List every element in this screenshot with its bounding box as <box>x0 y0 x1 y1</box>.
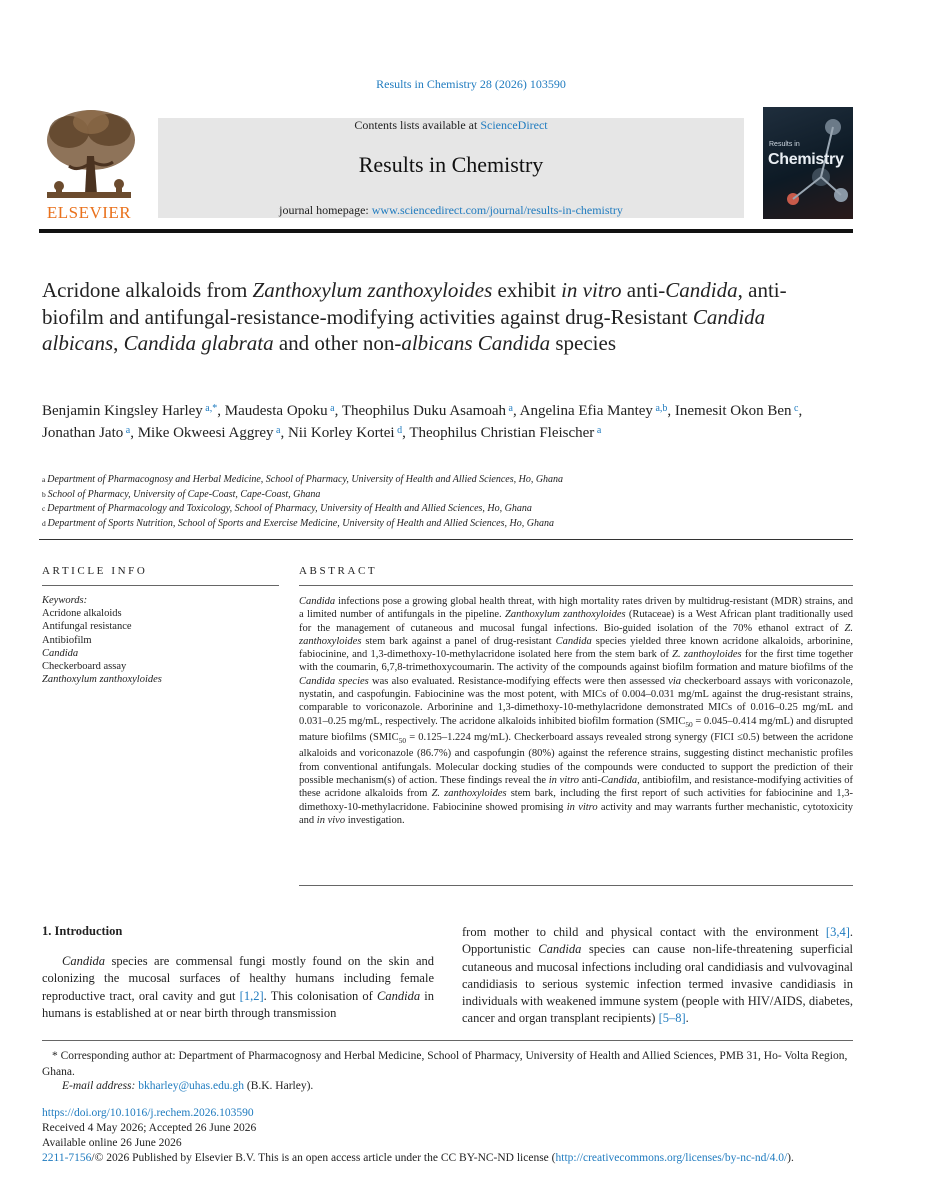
text-segment: = 0.125–1.224 mg/mL). Checkerboard assays revealed strong synergy (FICI ≤0.5) between the acridone alkaloids and voriconazole (86.7%) and caspofungin (80%) against the reference strains, suggesting distinct mechanistic profiles from conventional antifungals. Molecular docking studies of the compounds were conducted to support the prediction of their possible mechanism(s) of action. These findings reveal the <box>299 732 853 787</box>
citation-link[interactable]: [3,4] <box>825 925 850 939</box>
keyword-item: Zanthoxylum zanthoxyloides <box>42 674 162 686</box>
doi-link[interactable]: https://doi.org/10.1016/j.rechem.2026.103590 <box>42 1107 254 1119</box>
author <box>42 403 217 419</box>
journal-title: Results in Chemistry <box>358 152 544 177</box>
text-segment: . <box>685 1011 689 1026</box>
text-segment: Acridone alkaloids from <box>42 278 253 302</box>
keyword-item: Checkerboard assay <box>42 661 127 673</box>
text-segment: exhibit <box>492 278 562 302</box>
text-segment: species <box>550 331 616 355</box>
text-segment: Candida <box>538 942 582 957</box>
text-segment: infections pose a growing global health threat, with high mortality rates driven by multidrug-resistant (MDR) strains, and a limited number of antifungals in the pipeline. <box>299 596 853 621</box>
affiliation-marker: b <box>42 489 48 499</box>
contents-prefix: Contents lists available at <box>354 118 481 132</box>
affiliation-text: Department of Pharmacology and Toxicology, School of Pharmacy, University of Health and Allied Sciences, Ho, Ghana <box>47 503 532 514</box>
license-link[interactable]: http://creativecommons.org/licenses/by-nc-nd/4.0/ <box>555 1152 788 1164</box>
text-segment: . This colonisation of <box>263 988 378 1003</box>
text-segment: 50 <box>398 736 407 746</box>
email-line <box>62 1080 313 1092</box>
text-segment: Candida <box>665 278 738 302</box>
email-label: E-mail address: <box>62 1080 139 1092</box>
author-affiliation-marker[interactable]: a <box>273 425 281 436</box>
text-segment: Zanthoxylum zanthoxyloides <box>505 609 626 621</box>
affiliations-divider <box>39 539 853 540</box>
author-affiliation-marker[interactable]: a <box>123 425 131 436</box>
license-close: ). <box>787 1152 794 1164</box>
article-info-divider <box>42 585 279 586</box>
text-segment: Z. zanthoyloides <box>672 649 742 661</box>
text-segment: Z. zanthoxyloides <box>299 622 853 647</box>
author-affiliation-marker[interactable]: d <box>394 425 403 436</box>
author-affiliation-marker[interactable]: a <box>506 403 513 414</box>
affiliation-marker: a <box>42 475 48 484</box>
author-affiliation-marker[interactable]: a,* <box>202 403 218 414</box>
cover-small-text: Results in <box>769 141 800 148</box>
text-segment: activity and may warrants further mechanistic, cytotoxicity and <box>299 801 854 826</box>
article-title <box>42 277 842 357</box>
text-segment: investigation. <box>345 814 405 826</box>
text-segment: Zanthoxylum zanthoxyloides <box>252 278 493 302</box>
text-segment: Candida <box>299 596 336 607</box>
text-segment: anti- <box>579 775 601 787</box>
author-name: Theophilus Duku Asamoah <box>341 403 506 419</box>
author <box>42 425 130 441</box>
author-name: Benjamin Kingsley Harley <box>42 403 203 419</box>
text-segment: , antibiofilm, and resistance-modifying activities of these acridone alkaloids from <box>299 775 853 800</box>
available-online-date: Available online 26 June 2026 <box>42 1137 182 1149</box>
affiliation-item <box>42 473 842 488</box>
text-segment: Candida albicans <box>42 304 766 355</box>
text-segment: Candida <box>555 635 592 647</box>
author-affiliation-marker[interactable]: c <box>791 403 799 414</box>
keywords-block <box>42 594 279 686</box>
affiliations <box>42 473 842 531</box>
author-name: Theophilus Christian Fleischer <box>409 425 595 441</box>
text-segment: via <box>668 675 682 687</box>
text-segment: anti- <box>621 278 666 302</box>
author-name: Jonathan Jato <box>42 425 124 441</box>
text-segment: in vitro <box>561 278 622 302</box>
affiliation-text: Department of Pharmacognosy and Herbal Medicine, School of Pharmacy, University of Health and Allied Sciences, Ho, Ghana <box>47 474 564 485</box>
text-segment: and other non- <box>273 331 402 355</box>
citation-link[interactable]: [5–8] <box>658 1011 686 1026</box>
affiliation-marker: d <box>42 518 48 528</box>
email-suffix: (B.K. Harley). <box>244 1080 314 1092</box>
affiliation-item <box>42 517 842 532</box>
author-name: Nii Korley Kortei <box>287 425 395 441</box>
abstract-text <box>299 595 853 827</box>
introduction-column-1 <box>42 953 434 1022</box>
cover-title: Chemistry <box>768 151 844 168</box>
header-divider <box>39 229 853 233</box>
keyword-item: Antibiofilm <box>42 634 92 646</box>
text-segment: was also evaluated. Resistance-modifying effects were then assessed <box>368 675 669 687</box>
author-affiliation-marker[interactable]: a,b <box>652 403 668 414</box>
homepage-prefix: journal homepage: <box>279 203 372 217</box>
text-segment: , <box>113 331 124 355</box>
text-segment: Z. zanthoxyloides <box>431 788 507 800</box>
email-link[interactable]: bkharley@uhas.edu.gh <box>138 1080 244 1092</box>
keyword-item: Acridone alkaloids <box>42 608 122 620</box>
journal-cover-image[interactable] <box>763 107 853 219</box>
sciencedirect-link[interactable]: ScienceDirect <box>480 118 548 132</box>
keywords-list <box>42 607 279 686</box>
keyword-item: Antifungal resistance <box>42 621 132 633</box>
text-segment: 50 <box>685 719 693 729</box>
article-info-heading: ARTICLE INFO <box>42 565 148 577</box>
author-name: Maudesta Opoku <box>224 403 328 419</box>
author <box>342 403 513 419</box>
author-name: Inemesit Okon Ben <box>674 403 792 419</box>
introduction-column-2 <box>462 924 853 1028</box>
elsevier-wordmark: ELSEVIER <box>46 203 132 222</box>
text-segment: (Rutaceae) is a West African plant traditionally used for the management of cutaneous and mucosal fungal infections. Bio-guided isolation of the 70% ethanol extract of <box>299 609 853 634</box>
text-segment: in vitro <box>548 775 580 787</box>
text-segment: for the first time together with the coumarin, 6,7,8-trimethoxycoumarin. The activity of the compounds against biofilm formation and mature biofilms of the <box>299 649 853 674</box>
text-segment: , anti-biofilm and antifungal-resistance-modifying activities against drug-Resistant <box>42 278 787 329</box>
affiliation-item <box>42 502 842 517</box>
text-segment: species are commensal fungi mostly found on the skin and colonizing the mucosal surfaces of healthy humans including female reproductive tract, oral cavity and gut <box>42 954 434 1003</box>
author <box>520 403 668 419</box>
elsevier-logo <box>39 106 139 224</box>
introduction-heading: 1. Introduction <box>42 924 123 938</box>
journal-reference[interactable]: Results in Chemistry 28 (2026) 103590 <box>376 77 566 91</box>
text-segment: Candida <box>600 775 638 787</box>
text-segment: in vitro <box>566 801 598 813</box>
affiliation-text: Department of Sports Nutrition, School of Sports and Exercise Medicine, University of Health and Allied Sciences, Ho, Ghana <box>47 517 554 529</box>
author-list: Benjamin Kingsley Harley $^{a,*}$, Maudesta Opoku $^a$, Theophilus Duku Asamoah $^a$, Angelina Efia Mantey $^{a,b}$, Inemesit Okon Ben $^c$, Jonathan Jato $^a$, Mike Okweesi Aggrey $^a$, Nii Korley Kortei $^d$, Theophilus Christian Fleischer $^a$ <box>42 403 803 441</box>
abstract-end-divider <box>299 885 853 886</box>
keyword-item: Candida <box>42 647 79 659</box>
author <box>225 403 335 419</box>
homepage-line <box>158 203 744 218</box>
homepage-link[interactable]: www.sciencedirect.com/journal/results-in-chemistry <box>371 203 623 217</box>
affiliation-text: School of Pharmacy, University of Cape-Coast, Cape-Coast, Ghana <box>47 488 321 500</box>
corresponding-author-note: * Corresponding author at: Department of Pharmacognosy and Herbal Medicine, School of Pharmacy, University of Health and Allied Sciences, PMB 31, Ho- Volta Region, Ghana. <box>42 1050 848 1078</box>
contents-line <box>158 118 744 133</box>
abstract-divider <box>299 585 853 586</box>
license-text: /© 2026 Published by Elsevier B.V. This is an open access article under the CC BY-NC-ND license ( <box>91 1152 556 1164</box>
affiliation-marker: c <box>42 504 48 513</box>
citation-link[interactable]: [1,2] <box>239 988 264 1003</box>
author <box>675 403 799 419</box>
text-segment: species can cause non-life-threatening superficial cutaneous and mucosal infections including oral candidiasis and vulvovaginal candidiasis to serious systemic infection termed invasive candidiasis in individuals with weakened immune system (people with HIV/AIDS, diabetes, cancer and organ transplant recipients) <box>462 942 853 1026</box>
author <box>138 425 281 441</box>
text-segment: = 0.045–0.414 mg/mL) and disrupted mature biofilms (SMIC <box>299 715 853 744</box>
author-name: Mike Okweesi Aggrey <box>137 425 274 441</box>
author <box>288 425 402 441</box>
text-segment: stem bark against a panel of drug-resistant <box>361 635 556 647</box>
text-segment: Candida <box>377 988 421 1003</box>
text-segment: albicans Candida <box>401 331 551 355</box>
text-segment: checkerboard assays with voriconazole, nystatin, and caspofungin. Fabiocinine was the most potent, with MICs of 0.004–0.031 mg/mL against the drug-resistant strains, comparable to voriconazole. Arborinine and 1,3-dimethoxy-10-methylacridone demonstrated MICs of 0.016–0.25 mg/mL and 0.031–0.25 mg/mL, respectively. The acridone alkaloids inhibited biofilm formation (SMIC <box>299 675 854 727</box>
text-segment: Candida glabrata <box>123 331 274 355</box>
license-line <box>42 1152 862 1164</box>
author-affiliation-marker[interactable]: a <box>594 425 602 436</box>
keywords-label: Keywords: <box>42 595 88 606</box>
received-dates: Received 4 May 2026; Accepted 26 June 2026 <box>42 1122 257 1134</box>
author-name: Angelina Efia Mantey <box>519 403 653 419</box>
affiliation-item <box>42 488 842 503</box>
footnote-divider <box>42 1040 853 1041</box>
author <box>409 425 601 441</box>
issn-link[interactable]: 2211-7156 <box>42 1152 92 1164</box>
text-segment: species yielded three known acridone alkaloids, arborinine, fabiocinine, and 1,3-dimethoxy-10-methylacridone isolated here from the stem bark of <box>299 635 854 661</box>
text-segment: in humans is established at or near birth through transmission <box>42 988 434 1020</box>
text-segment: Candida <box>62 954 106 968</box>
text-segment: from mother to child and physical contact with the environment <box>462 925 826 939</box>
author-affiliation-marker[interactable]: a <box>327 403 335 414</box>
text-segment: . Opportunistic <box>462 925 853 957</box>
text-segment: stem bark, including the first report of such activities for fabiocinine and 1,3-dimethoxy-10-methylacridone. Fabiocinine showed promising <box>299 788 853 813</box>
text-segment: in vivo <box>316 814 346 826</box>
abstract-heading: ABSTRACT <box>299 565 378 577</box>
text-segment: Candida species <box>299 675 369 687</box>
